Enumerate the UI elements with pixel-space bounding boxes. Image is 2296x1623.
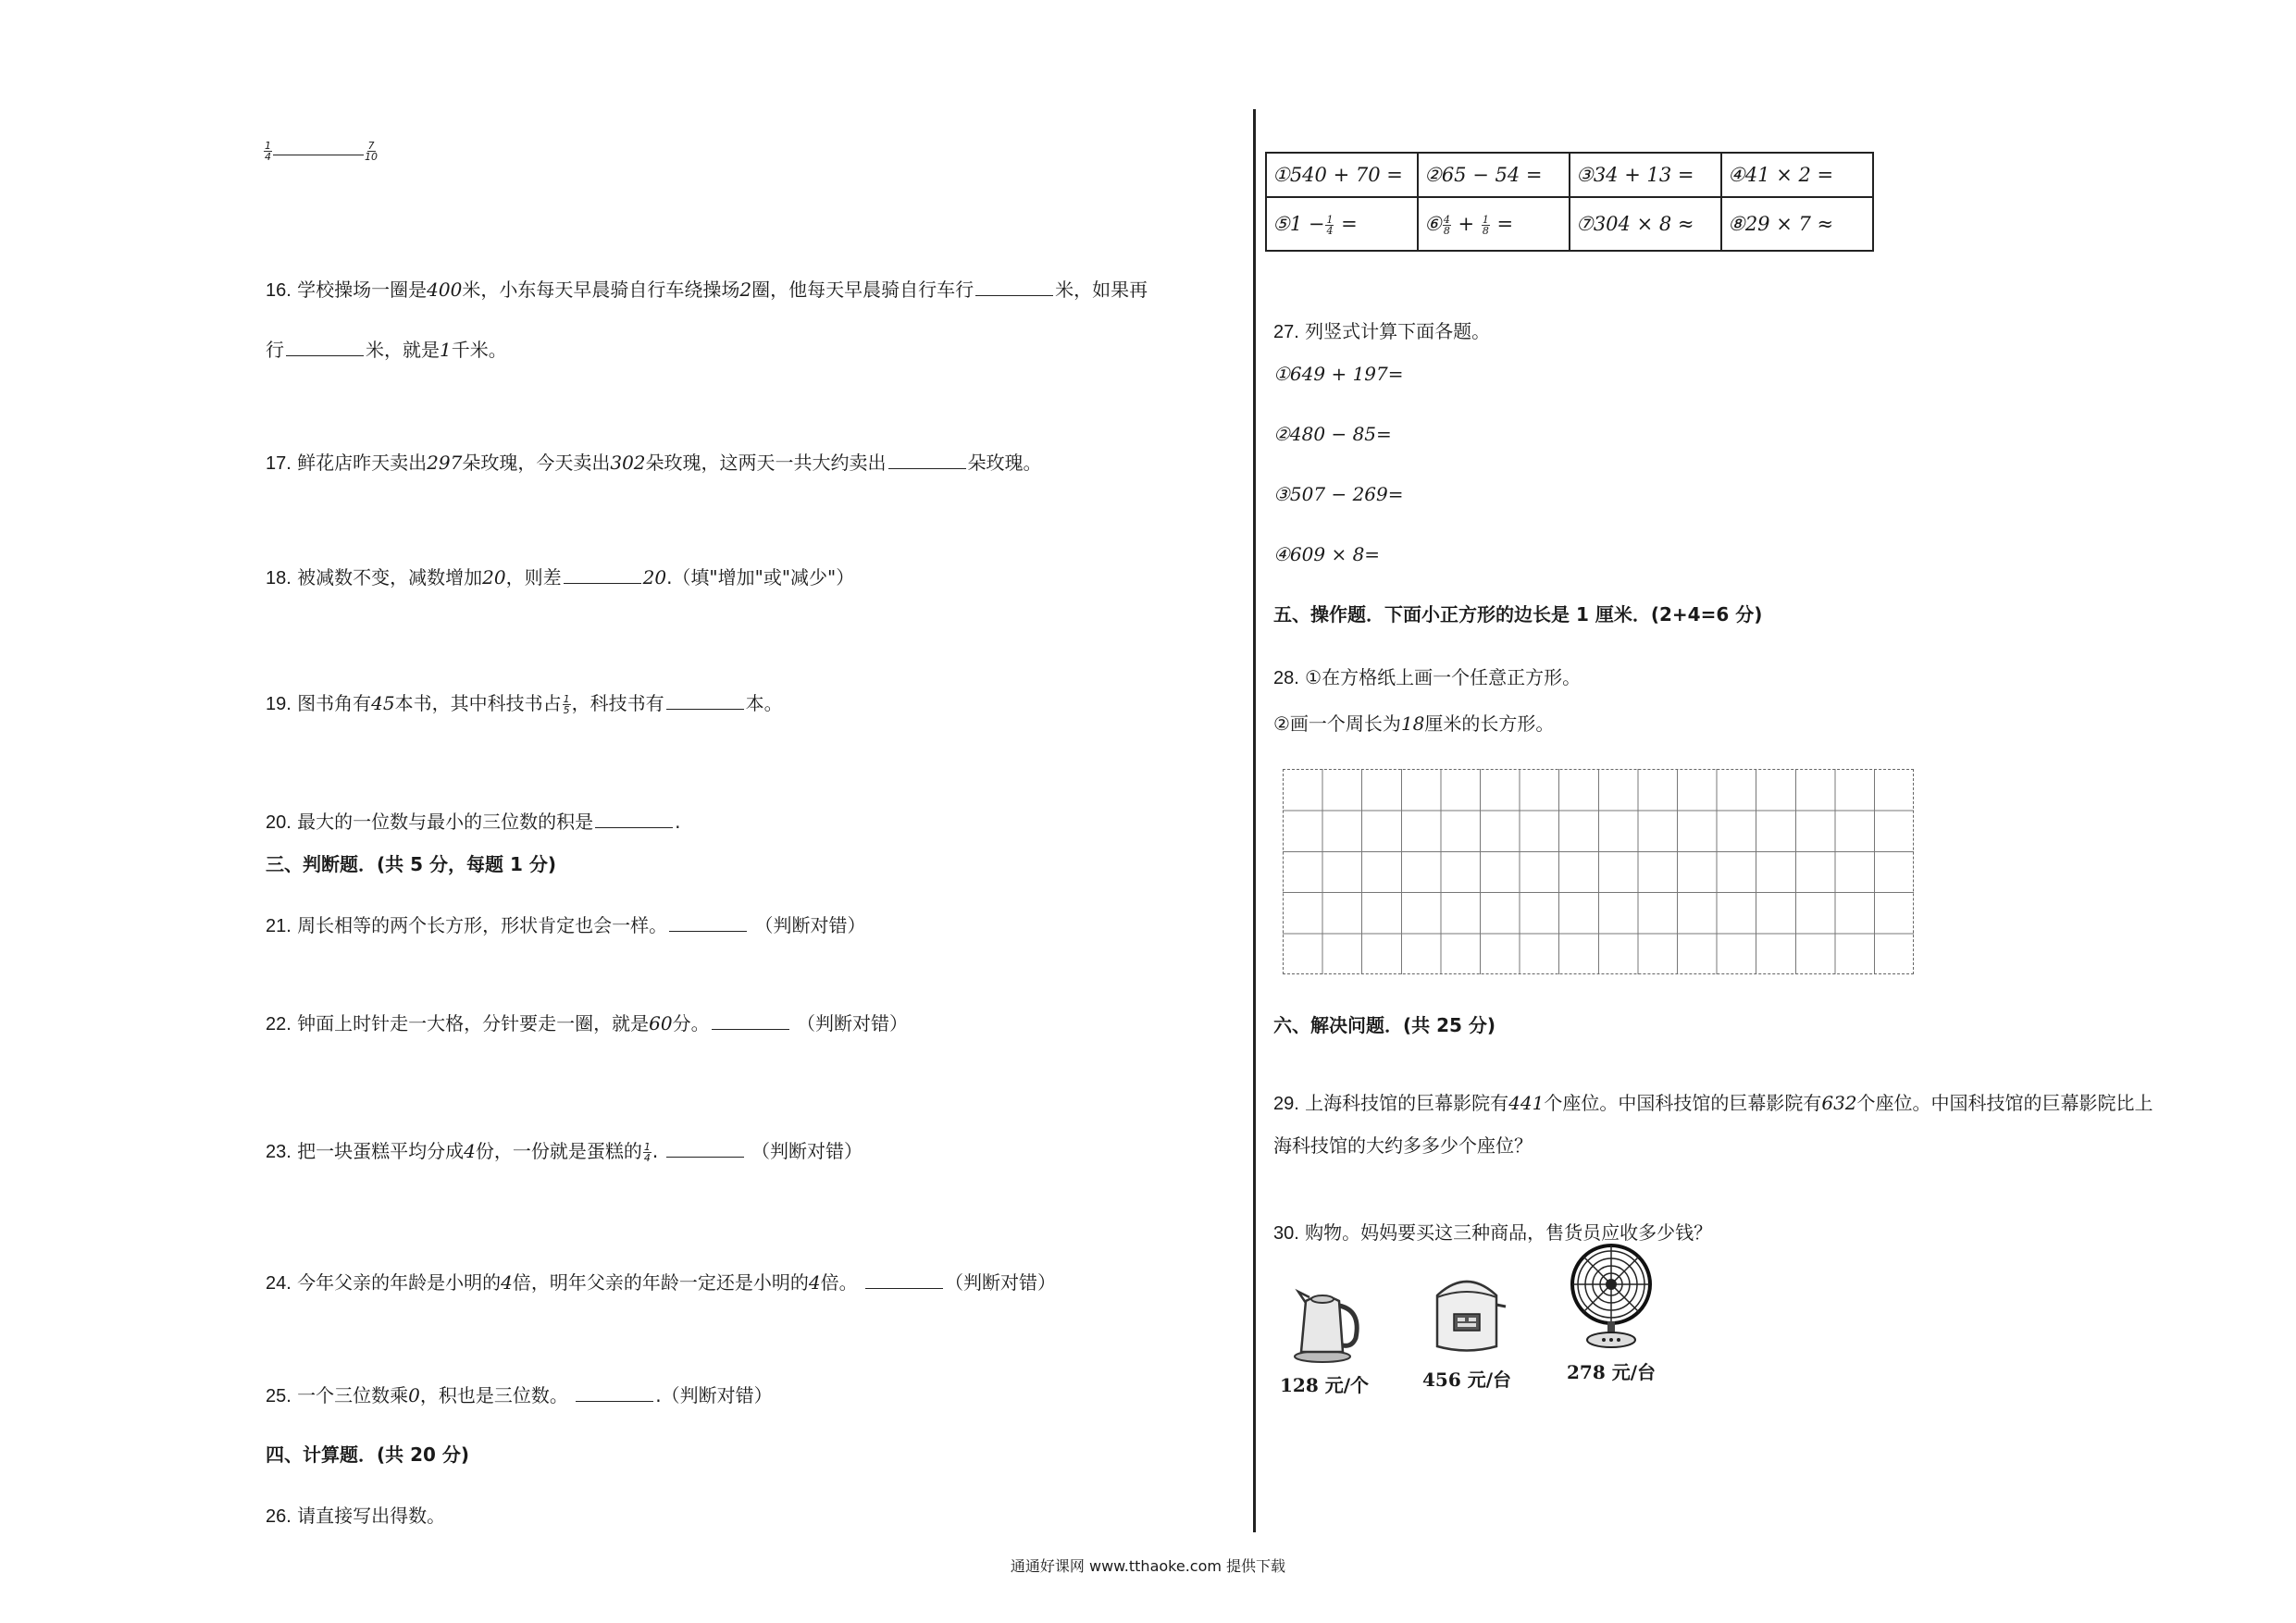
answer-blank[interactable] xyxy=(712,1012,789,1030)
section-6-heading: 六、解决问题．(共 25 分) xyxy=(1273,1014,1496,1036)
question-17: 17. 鲜花店昨天卖出297朵玫瑰，今天卖出302朵玫瑰，这两天一共大约卖出 朵玫瑰。 xyxy=(266,452,1042,474)
answer-blank[interactable] xyxy=(666,1140,744,1158)
answer-blank[interactable] xyxy=(595,811,673,828)
question-23: 23. 把一块蛋糕平均分成4份，一份就是蛋糕的 $\frac{1}{4}$ . （判断对错） xyxy=(266,1140,863,1164)
fraction-one-fifth: $\frac{1}{5}$ xyxy=(563,693,570,716)
calc-cell: ⑧29 × 7 ≈ xyxy=(1721,197,1873,251)
mental-calc-table xyxy=(1265,152,1874,252)
question-19: 19. 图书角有45本书，其中科技书占 $\frac{1}{5}$ ，科技书有 本。 xyxy=(266,692,783,716)
question-22: 22. 钟面上时针走一大格，分针要走一圈，就是60分。 （判断对错） xyxy=(266,1012,908,1035)
top-fraction-line xyxy=(263,139,379,162)
calc-cell: ⑥ $\frac{4}{8}$ + $\frac{1}{8}$ = xyxy=(1418,197,1570,251)
question-20: 20. 最大的一位数与最小的三位数的积是 . xyxy=(266,811,681,833)
answer-blank[interactable] xyxy=(564,566,641,584)
square-grid-paper[interactable] xyxy=(1283,769,1914,974)
question-30: 30. 购物。妈妈要买这三种商品，售货员应收多少钱？ xyxy=(1273,1221,1713,1244)
question-18: 18. 被减数不变，减数增加20，则差 20.（填"增加"或"减少"） xyxy=(266,566,855,588)
fraction-seven-tenths: $\frac{7}{10}$ xyxy=(365,140,378,163)
question-21: 21. 周长相等的两个长方形，形状肯定也会一样。 （判断对错） xyxy=(266,914,866,936)
vertical-calc-4: ④609 × 8= xyxy=(1273,543,1381,565)
question-29-line2: 海科技馆的大约多多少个座位？ xyxy=(1273,1134,1533,1157)
question-26: 26. 请直接写出得数。 xyxy=(266,1505,446,1527)
question-28: 28. ①在方格纸上画一个任意正方形。 xyxy=(1273,666,1582,688)
question-27: 27. 列竖式计算下面各题。 xyxy=(1273,320,1491,342)
calc-cell: ②65 − 54 = xyxy=(1418,153,1570,197)
calc-cell: ⑦304 × 8 ≈ xyxy=(1570,197,1721,251)
answer-blank[interactable] xyxy=(666,692,744,710)
vertical-calc-1: ①649 + 197= xyxy=(1273,363,1404,385)
question-16: 16. 学校操场一圈是400米，小东每天早晨骑自行车绕操场2圈，他每天早晨骑自行车行 米，如果再 xyxy=(266,279,1148,301)
fraction: $\frac{1}{4}$ xyxy=(1326,213,1334,237)
fraction-one-fourth: $\frac{1}{4}$ xyxy=(265,140,271,163)
price-label: 278 元/台 xyxy=(1566,1361,1656,1383)
question-16-line2: 行 米，就是1千米。 xyxy=(266,339,507,361)
rice-cooker-icon xyxy=(1421,1258,1513,1360)
vertical-calc-3: ③507 − 269= xyxy=(1273,483,1404,505)
question-28-part2: ②画一个周长为18厘米的长方形。 xyxy=(1273,712,1555,735)
fraction-one-fourth: $\frac{1}{4}$ xyxy=(643,1141,651,1164)
calc-cell: ③34 + 13 = xyxy=(1570,153,1721,197)
product-kettle xyxy=(1273,1264,1375,1397)
fraction: $\frac{4}{8}$ xyxy=(1443,213,1450,237)
product-fan xyxy=(1560,1240,1662,1384)
vertical-calc-2: ②480 − 85= xyxy=(1273,423,1392,445)
answer-blank[interactable] xyxy=(669,914,747,932)
calc-cell: ④41 × 2 = xyxy=(1721,153,1873,197)
kettle-icon xyxy=(1278,1264,1371,1366)
product-rice-cooker xyxy=(1416,1258,1518,1392)
answer-blank[interactable] xyxy=(888,452,966,469)
column-divider xyxy=(1253,109,1256,1532)
answer-blank[interactable] xyxy=(975,279,1053,296)
question-24: 24. 今年父亲的年龄是小明的4倍，明年父亲的年龄一定还是小明的4倍。 （判断对错） xyxy=(266,1271,1056,1294)
question-25: 25. 一个三位数乘0，积也是三位数。 .（判断对错） xyxy=(266,1384,773,1406)
question-29: 29. 上海科技馆的巨幕影院有441个座位。中国科技馆的巨幕影院有632个座位。中国科技馆的巨幕影院比上 xyxy=(1273,1092,2153,1114)
price-label: 128 元/个 xyxy=(1279,1374,1369,1396)
fraction: $\frac{1}{8}$ xyxy=(1482,213,1489,237)
calc-cell: ⑤1 − $\frac{1}{4}$ = xyxy=(1266,197,1418,251)
section-4-heading: 四、计算题．(共 20 分) xyxy=(266,1443,470,1466)
fan-icon xyxy=(1565,1240,1657,1353)
price-label: 456 元/台 xyxy=(1421,1369,1511,1391)
answer-blank[interactable] xyxy=(286,339,364,356)
section-5-heading: 五、操作题．下面小正方形的边长是 1 厘米．(2+4=6 分) xyxy=(1273,603,1763,626)
answer-blank[interactable] xyxy=(865,1271,943,1289)
answer-blank[interactable] xyxy=(576,1384,653,1402)
calc-cell: ①540 + 70 = xyxy=(1266,153,1418,197)
page-footer: 通通好课网 www.tthaoke.com 提供下载 xyxy=(1010,1557,1286,1575)
section-3-heading: 三、判断题．(共 5 分，每题 1 分) xyxy=(266,853,556,875)
